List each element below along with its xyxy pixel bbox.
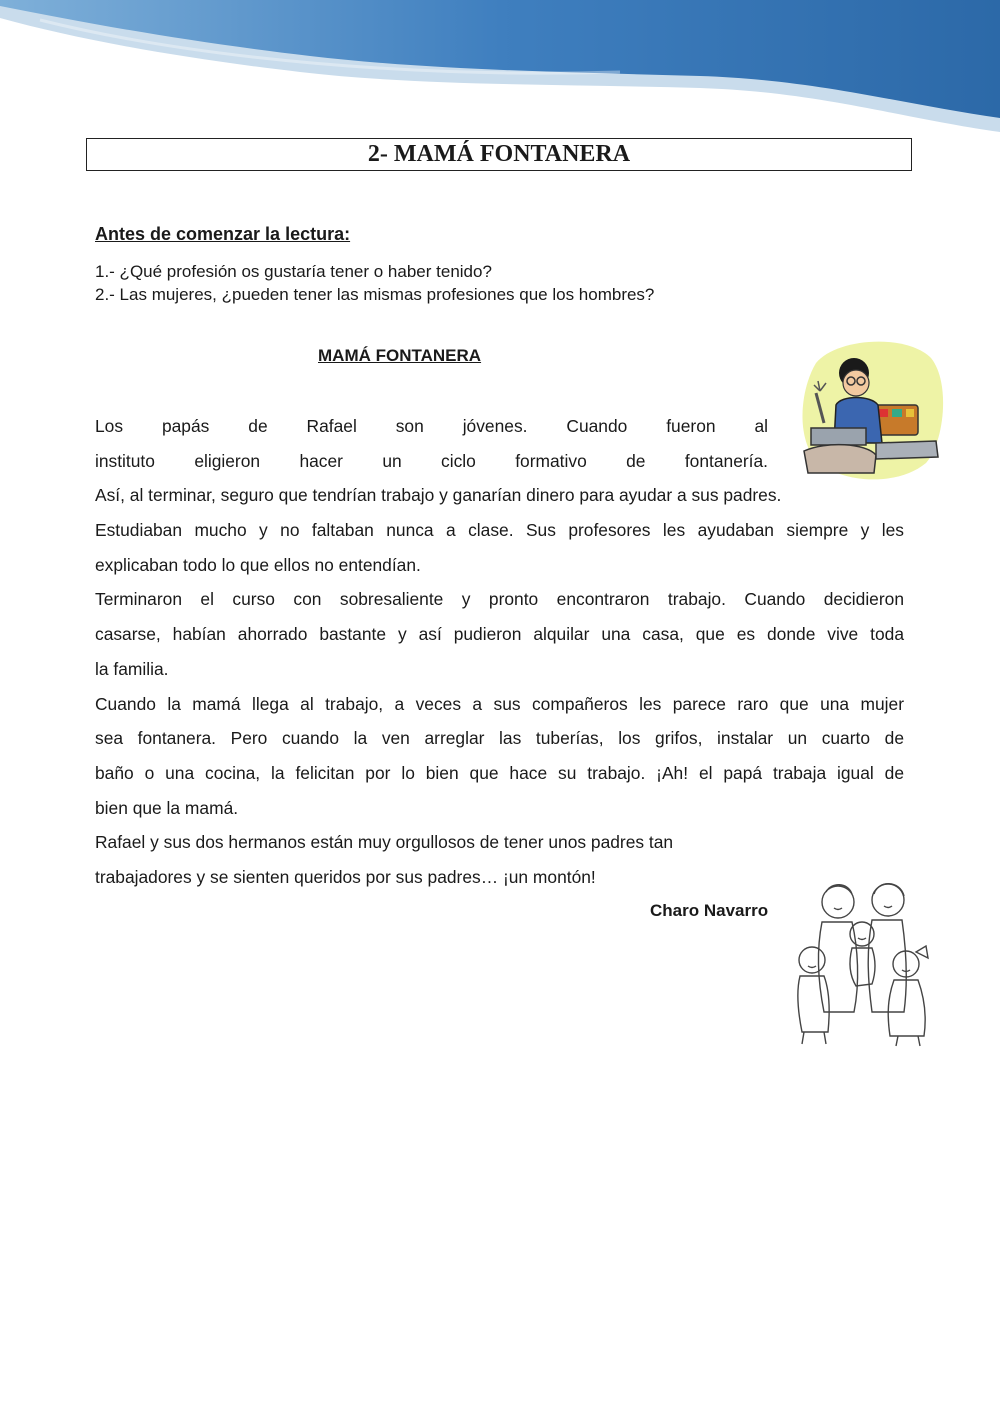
family-illustration [786,872,936,1047]
header-wave-decoration [0,0,1000,140]
story-line-13: Rafael y sus dos hermanos están muy orgullosos de tener unos padres tan [95,832,674,853]
story-line-2: instituto eligieron hacer un ciclo formativo de fontanería. [95,450,768,471]
story-line-14: trabajadores y se sienten queridos por sus padres… ¡un montón! [95,866,596,887]
story-body [95,409,904,895]
pre-reading-heading: Antes de comenzar la lectura: [95,224,351,244]
pre-reading-questions [95,260,654,306]
story-line-1: Los papás de Rafael son jóvenes. Cuando fueron al [95,416,768,436]
story-line-7: casarse, habían ahorrado bastante y así pudieron alquilar una casa, que es donde vive toda [95,624,904,645]
story-line-9: Cuando la mamá llega al trabajo, a veces a sus compañeros les parece raro que una mujer [95,693,904,714]
page-title: 2- MAMÁ FONTANERA [86,138,912,171]
question-1: 1.- ¿Qué profesión os gustaría tener o haber tenido? [95,262,492,281]
question-2: 2.- Las mujeres, ¿pueden tener las mismas profesiones que los hombres? [95,285,655,304]
author-name: Charo Navarro [650,901,769,920]
story-line-10: sea fontanera. Pero cuando la ven arreglar las tuberías, los grifos, instalar un cuarto de [95,728,904,749]
story-line-6: Terminaron el curso con sobresaliente y pronto encontraron trabajo. Cuando decidieron [95,589,904,610]
story-line-4: Estudiaban mucho y no faltaban nunca a clase. Sus profesores les ayudaban siempre y les [95,520,904,541]
story-title: MAMÁ FONTANERA [318,346,482,365]
story-line-3: Así, al terminar, seguro que tendrían trabajo y ganarían dinero para ayudar a sus padres. [95,485,782,506]
story-line-5: explicaban todo lo que ellos no entendían. [95,554,421,575]
story-line-12: bien que la mamá. [95,797,239,818]
story-line-8: la familia. [95,658,169,679]
story-line-11: baño o una cocina, la felicitan por lo bien que hace su trabajo. ¡Ah! el papá trabaja igual de [95,762,904,783]
